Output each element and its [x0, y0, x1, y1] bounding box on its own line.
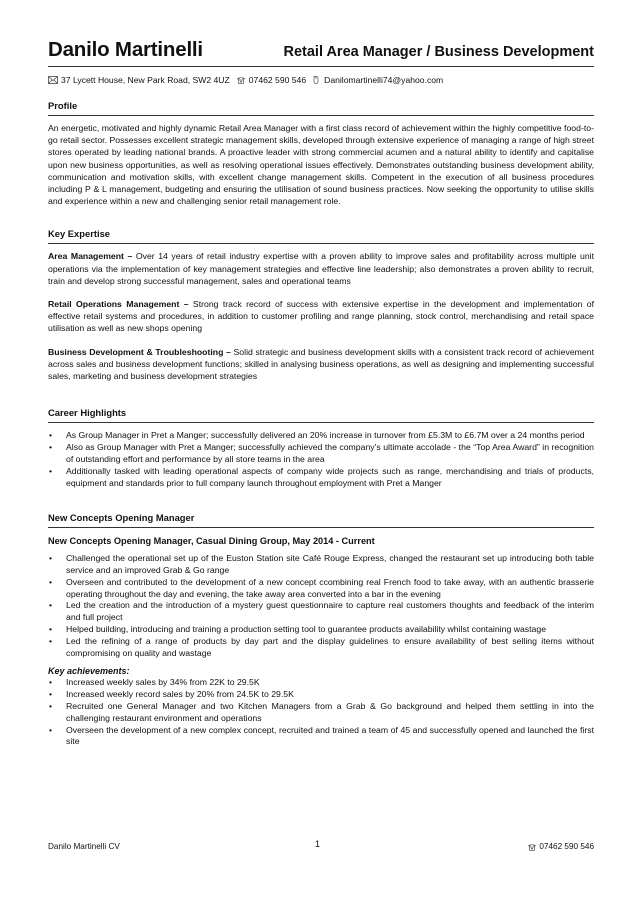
contact-line [48, 75, 594, 85]
bullet-icon: • [49, 688, 53, 699]
list-item: • Led the creation and the introduction of a mystery guest questionnaire to capture real customers thoughts and feedback of the interim and full project [49, 600, 594, 623]
achievements-heading: Key achievements: [48, 665, 130, 676]
list-item: • Increased weekly record sales by 20% from 24.5K to 29.5K [49, 688, 294, 699]
bullet-icon: • [49, 430, 53, 441]
expertise-heading: Key Expertise [48, 228, 594, 244]
expertise-lead: Retail Operations Management – [48, 299, 189, 310]
header-divider [48, 66, 594, 67]
expertise-lead: Business Development & Troubleshooting – [48, 346, 231, 357]
bullet-icon: • [49, 624, 53, 635]
phone-icon [527, 843, 537, 851]
position-title: New Concepts Opening Manager, Casual Dining Group, May 2014 - Current [48, 535, 375, 546]
contact-phone: 07462 590 546 [248, 75, 307, 85]
list-item: • Challenged the operational set up of the Euston Station site Café Rouge Express, changed the restaurant set up introducing both table service and an improved Grab & Go range [49, 552, 594, 575]
bullet-icon: • [49, 700, 53, 711]
bullet-icon: • [49, 552, 53, 563]
expertise-business-development [48, 346, 594, 383]
responsibilities-list [48, 553, 594, 660]
profile-heading: Profile [48, 100, 594, 116]
expertise-lead: Area Management – [48, 251, 133, 262]
footer-label: Danilo Martinelli CV [48, 842, 120, 851]
candidate-name: Danilo Martinelli [48, 38, 203, 61]
mouse-icon [311, 76, 321, 84]
list-item: • Increased weekly sales by 34% from 22K to 29.5K [49, 676, 260, 687]
phone-icon [236, 76, 246, 84]
contact-email[interactable]: Danilomartinelli74@yahoo.com [324, 75, 444, 85]
page-number: 1 [315, 839, 321, 849]
cv-page [48, 38, 594, 748]
bullet-icon: • [49, 442, 53, 453]
bullet-icon: • [49, 576, 53, 587]
expertise-text: Strong track record of success with extensive expertise in the development and implementation of effective retail systems and procedures, in addition to customer profiling and range planning, stock control, merchandising and retail space utilisation as well as new shops opening [48, 299, 594, 334]
footer-phone-group [527, 842, 594, 851]
list-item: • Recruited one General Manager and two Kitchen Managers from a Grab & Go background and helped them settling in into the challenging restaurant environment and operations [49, 700, 594, 723]
list-item: • Overseen the development of a new complex concept, recruited and trained a team of 45 and successfully opened and launched the first site [49, 724, 594, 747]
candidate-role: Retail Area Manager / Business Development [283, 44, 594, 60]
footer-phone: 07462 590 546 [539, 842, 594, 851]
list-item: • Overseen and contributed to the development of a new concept ccombining real French food to take away, with an authentic brasserie operating throughout the day and evening, the take away area converted into a bar in the evening [49, 576, 594, 599]
highlights-heading: Career Highlights [48, 407, 594, 423]
expertise-text: Solid strategic and business development skills with a consistent track record of achievement across sales and business development functions; skilled in analysing business operations, as well as designing and implementing successful sales, marketing and business development strategies [48, 346, 594, 382]
bullet-icon: • [49, 724, 53, 735]
bullet-icon: • [49, 465, 53, 476]
expertise-area-management [48, 250, 594, 287]
achievements-list [48, 677, 594, 748]
list-item: • Additionally tasked with leading operational aspects of company wide projects such as range, merchandising and trials of products, equipment and standards prior to full company launch throughout employment with Pret a Manger [49, 465, 594, 488]
list-item: • As Group Manager in Pret a Manger; successfully delivered an 20% increase in turnover from £5.3M to £6.7M over a 24 months period [49, 430, 585, 441]
bullet-icon: • [49, 676, 53, 687]
bullet-icon: • [49, 636, 53, 647]
experience-heading: New Concepts Opening Manager [48, 512, 594, 528]
expertise-retail-operations [48, 298, 594, 335]
profile-text: An energetic, motivated and highly dynamic Retail Area Manager with a first class record of achievement within the highly competitive food-to-go retail sector. Possesses excellent strategic management skills, developed through extensive experience of managing a range of high street stores operated by leading national brands. A proactive leader with strong commercial acumen and a natural ability to identify and capitalise upon new business opportunities, as well as resolving operational issues effectively. Demonstrates outstanding business development ability, communication and motivation skills, with excellent change management skills. Competent in the execution of all business procedures including P & L management, budgeting and ensuring the utilisation of sound business practices. Now seeking the opportunity to utilise skills and experience within a new and challenging senior retail management role. [48, 123, 594, 207]
bullet-icon: • [49, 600, 53, 611]
expertise-text: Over 14 years of retail industry expertise with a proven ability to improve sales and profitability across multiple unit operations via the implementation of key management strategies and effective line leadership; also demonstrates a proven ability to recruit, train and develop strong successful management, sales and operational teams [48, 251, 594, 286]
envelope-icon [48, 76, 58, 84]
cv-header [48, 38, 594, 62]
list-item: • Also as Group Manager with Pret a Manger; successfully achieved the company’s ultimate accolade - the “Top Area Award” in recognition of outstanding effort and performance by all store teams in the area [49, 442, 594, 465]
highlights-list [48, 430, 594, 490]
list-item: • Led the refining of a range of products by day part and the display guidelines to ensure availability of best selling items without compromising on quality and wastage [49, 636, 594, 659]
contact-address: 37 Lycett House, New Park Road, SW2 4UZ [61, 75, 230, 85]
list-item: • Helped building, introducing and training a production setting tool to guarantee products availability whilst containing wastage [49, 624, 547, 635]
